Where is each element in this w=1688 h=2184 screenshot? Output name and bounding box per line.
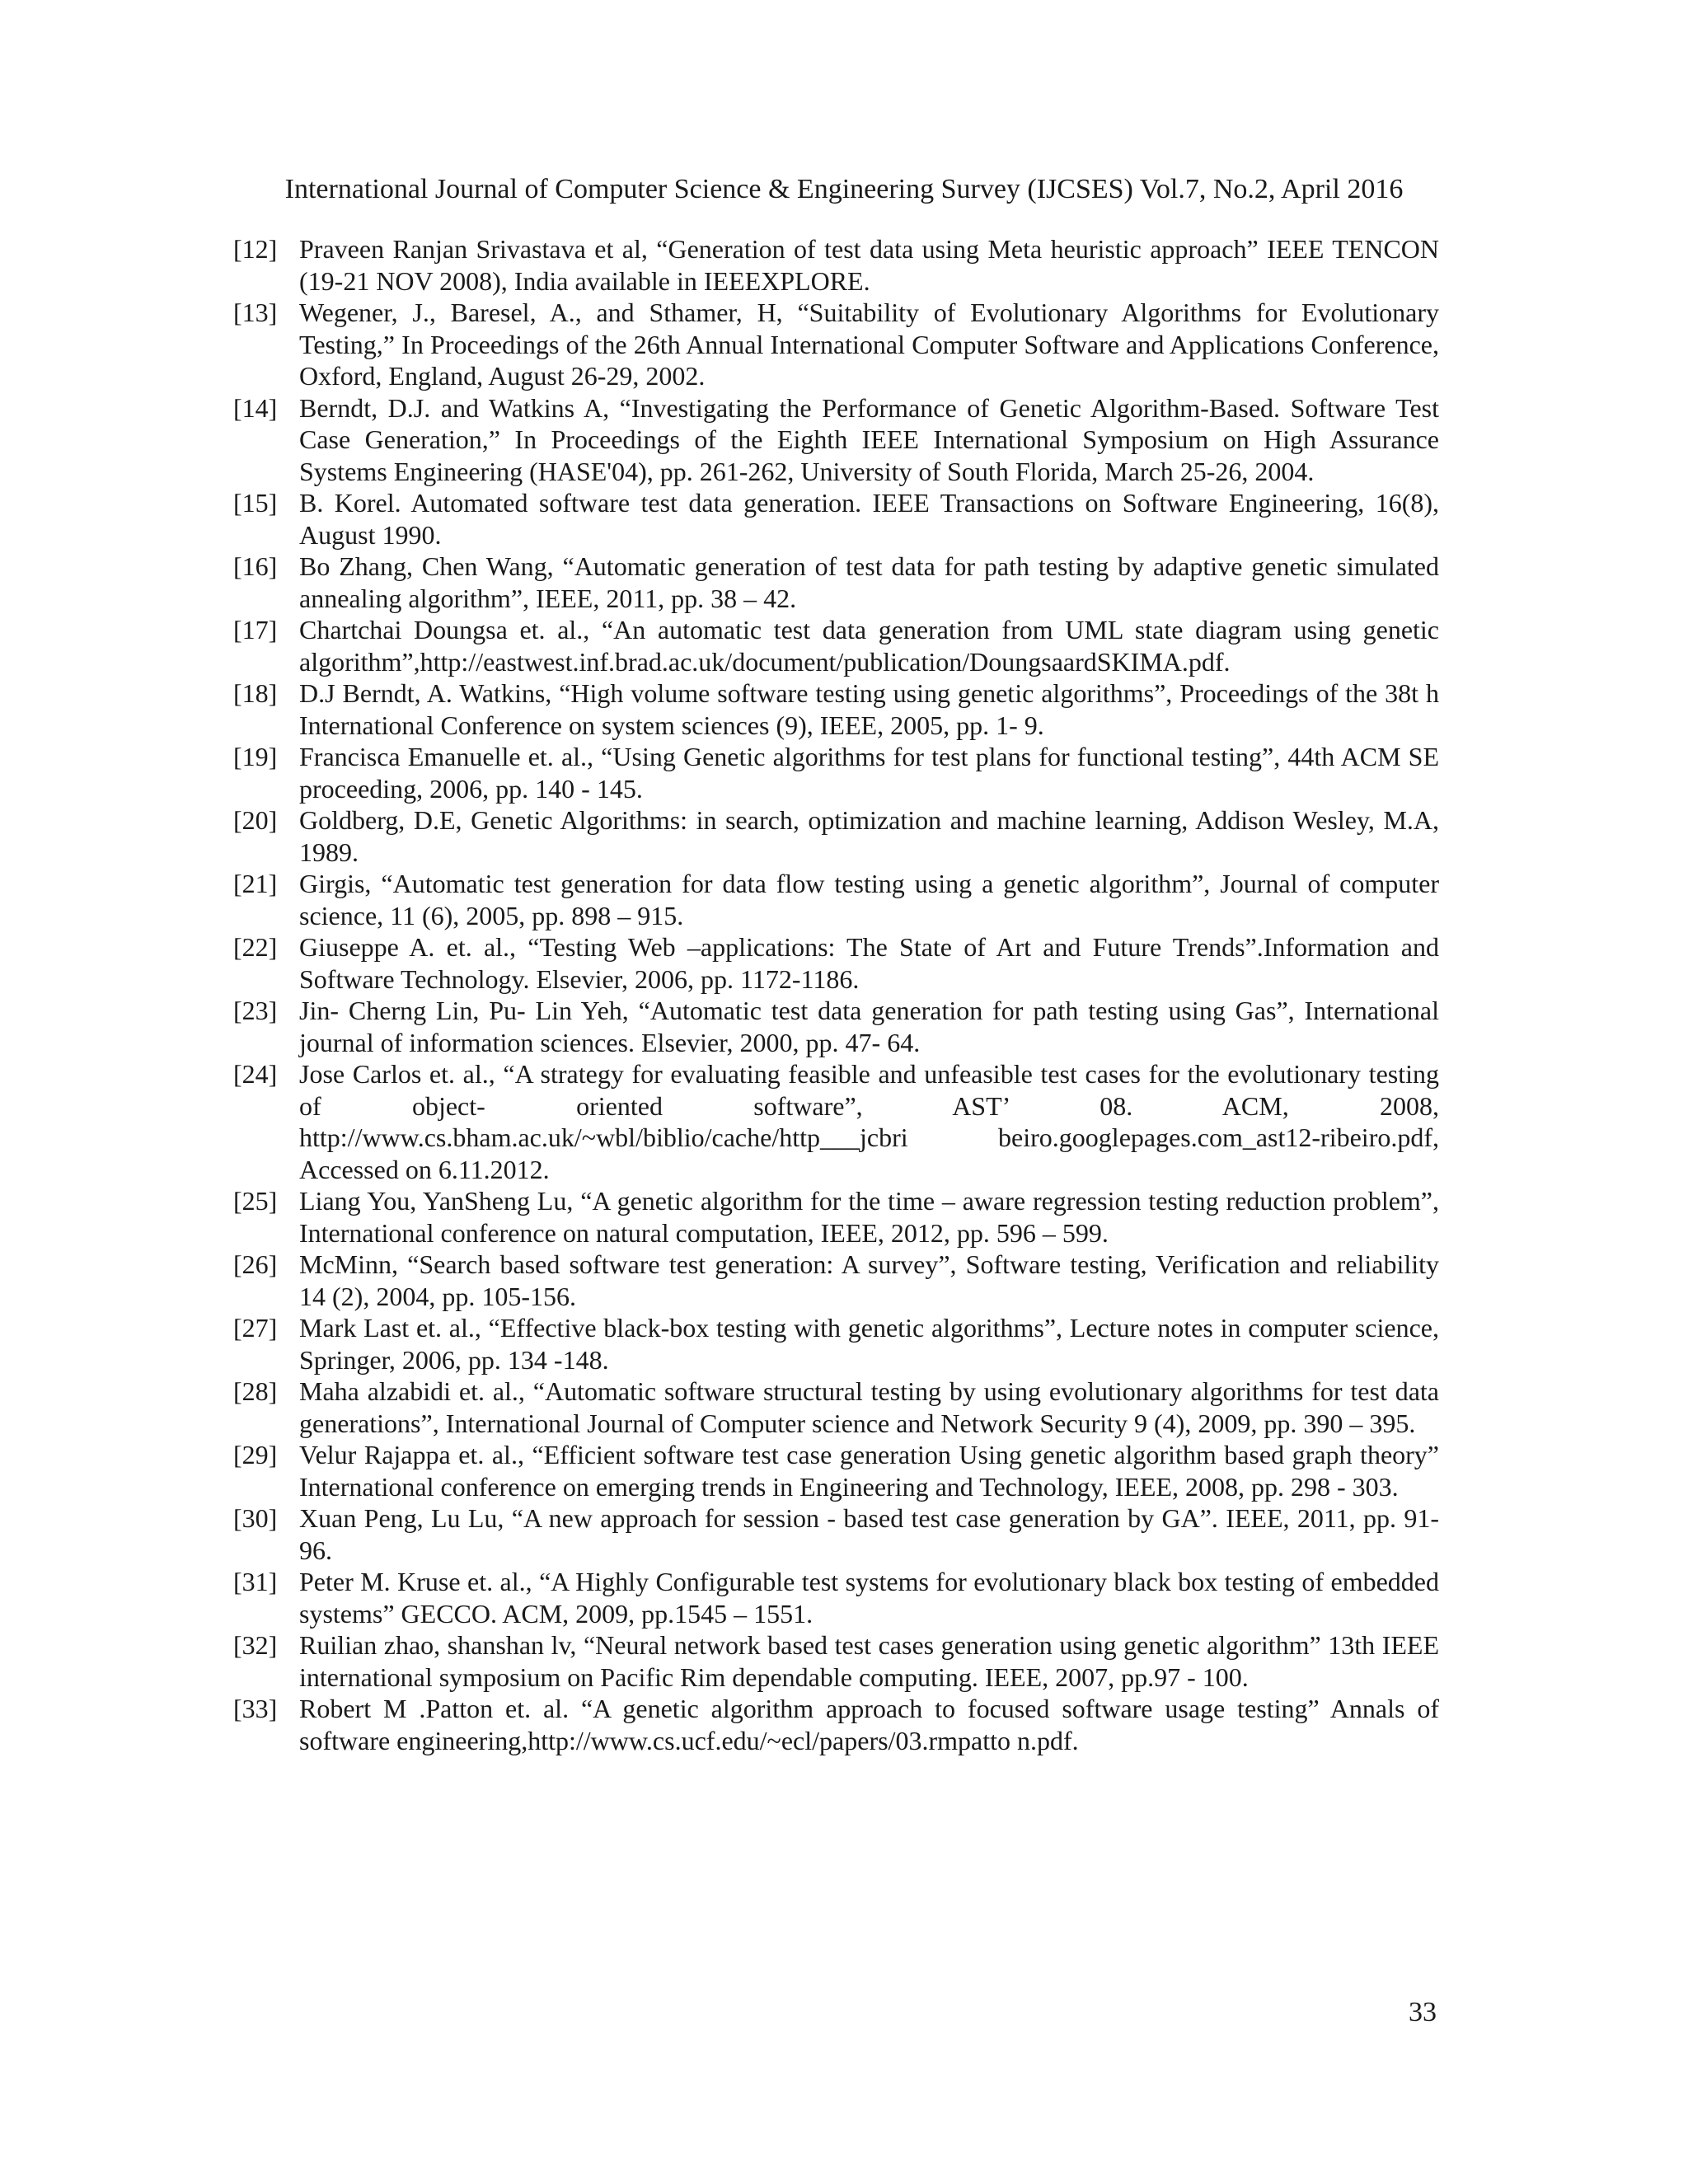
reference-item xyxy=(233,1566,1439,1629)
reference-text: Maha alzabidi et. al., “Automatic software structural testing by using evolutionary algorithms for test data generations”, International Journal of Computer science and Network Security 9 (4), 2009, pp. 390 – 395. xyxy=(299,1376,1439,1438)
reference-text: Chartchai Doungsa et. al., “An automatic test data generation from UML state diagram using genetic algorithm”,http://eastwest.inf.brad.ac.uk/document/publication/DoungsaardSKIMA.pdf. xyxy=(299,615,1439,677)
reference-text: Berndt, D.J. and Watkins A, “Investigating the Performance of Genetic Algorithm-Based. Software Test Case Generation,” In Proceedings of the Eighth IEEE International Symposium on High Assurance Systems Engineering (HASE'04), pp. 261-262, University of South Florida, March 25-26, 2004. xyxy=(299,392,1439,486)
reference-item xyxy=(233,931,1439,995)
reference-text: Goldberg, D.E, Genetic Algorithms: in search, optimization and machine learning, Addison Wesley, M.A, 1989. xyxy=(299,805,1439,867)
reference-text: Robert M .Patton et. al. “A genetic algorithm approach to focused software usage testing” Annals of software engineering,http://www.cs.ucf.edu/~ecl/papers/03.rmpatto n.pdf. xyxy=(299,1694,1439,1755)
reference-number: [23] xyxy=(233,996,278,1025)
reference-number: [30] xyxy=(233,1503,278,1533)
reference-item xyxy=(233,392,1439,488)
reference-number: [25] xyxy=(233,1186,278,1216)
reference-number: [33] xyxy=(233,1694,278,1723)
reference-item xyxy=(233,487,1439,551)
reference-number: [13] xyxy=(233,298,278,327)
reference-item xyxy=(233,1185,1439,1249)
reference-text: Wegener, J., Baresel, A., and Sthamer, H, “Suitability of Evolutionary Algorithms for Evolutionary Testing,” In Proceedings of the 26th Annual International Computer Software and Applications Conference, Oxford, England, August 26-29, 2002. xyxy=(299,298,1439,391)
reference-number: [24] xyxy=(233,1059,278,1089)
reference-text: Peter M. Kruse et. al., “A Highly Configurable test systems for evolutionary black box testing of embedded systems” GECCO. ACM, 2009, pp.1545 – 1551. xyxy=(299,1567,1439,1629)
reference-text: McMinn, “Search based software test generation: A survey”, Software testing, Verification and reliability 14 (2), 2004, pp. 105-156. xyxy=(299,1249,1439,1311)
reference-text: Velur Rajappa et. al., “Efficient software test case generation Using genetic algorithm based graph theory” International conference on emerging trends in Engineering and Technology, IEEE, 2008, pp. 298 - 303. xyxy=(299,1440,1439,1502)
reference-item xyxy=(233,233,1439,297)
reference-item xyxy=(233,741,1439,804)
reference-item xyxy=(233,1629,1439,1693)
reference-item xyxy=(233,551,1439,614)
running-header: International Journal of Computer Science & Engineering Survey (IJCSES) Vol.7, No.2, April 2016 xyxy=(284,174,1404,204)
reference-number: [15] xyxy=(233,488,278,518)
reference-number: [16] xyxy=(233,551,278,581)
reference-item xyxy=(233,1376,1439,1439)
reference-item xyxy=(233,677,1439,741)
reference-item xyxy=(233,868,1439,931)
reference-text: Ruilian zhao, shanshan lv, “Neural network based test cases generation using genetic algorithm” 13th IEEE international symposium on Pacific Rim dependable computing. IEEE, 2007, pp.97 - 100. xyxy=(299,1630,1439,1692)
reference-item xyxy=(233,804,1439,868)
reference-text: Xuan Peng, Lu Lu, “A new approach for session - based test case generation by GA”. IEEE, 2011, pp. 91- 96. xyxy=(299,1503,1439,1565)
reference-text: Liang You, YanSheng Lu, “A genetic algorithm for the time – aware regression testing reduction problem”, International conference on natural computation, IEEE, 2012, pp. 596 – 599. xyxy=(299,1186,1439,1248)
reference-text: B. Korel. Automated software test data generation. IEEE Transactions on Software Engineering, 16(8), August 1990. xyxy=(299,488,1439,550)
reference-text: Jose Carlos et. al., “A strategy for evaluating feasible and unfeasible test cases for the evolutionary testing of object- oriented software”, AST’ 08. ACM, 2008, http://www.cs.bham.ac.uk/~wbl/biblio/cache/http___jcbri beiro.googlepages.com_ast12-ribeiro.pdf, Accessed on 6.11.2012. xyxy=(299,1059,1439,1184)
reference-item xyxy=(233,1058,1439,1185)
reference-item xyxy=(233,995,1439,1058)
reference-number: [26] xyxy=(233,1249,278,1279)
reference-number: [27] xyxy=(233,1313,278,1343)
reference-text: Giuseppe A. et. al., “Testing Web –applications: The State of Art and Future Trends”.Information and Software Technology. Elsevier, 2006, pp. 1172-1186. xyxy=(299,932,1439,994)
reference-number: [17] xyxy=(233,615,278,644)
reference-number: [18] xyxy=(233,678,278,708)
reference-text: Bo Zhang, Chen Wang, “Automatic generation of test data for path testing by adaptive genetic simulated annealing algorithm”, IEEE, 2011, pp. 38 – 42. xyxy=(299,551,1439,613)
reference-number: [32] xyxy=(233,1630,278,1660)
reference-number: [21] xyxy=(233,869,278,898)
reference-text: Mark Last et. al., “Effective black-box testing with genetic algorithms”, Lecture notes in computer science, Springer, 2006, pp. 134 -148. xyxy=(299,1313,1439,1375)
reference-item xyxy=(233,614,1439,677)
reference-list xyxy=(233,233,1439,1756)
reference-number: [19] xyxy=(233,742,278,771)
reference-number: [29] xyxy=(233,1440,278,1469)
reference-number: [31] xyxy=(233,1567,278,1596)
reference-item xyxy=(233,297,1439,392)
reference-text: D.J Berndt, A. Watkins, “High volume software testing using genetic algorithms”, Proceedings of the 38t h International Conference on system sciences (9), IEEE, 2005, pp. 1- 9. xyxy=(299,678,1439,740)
page-number: 33 xyxy=(1409,1997,1437,2027)
reference-item xyxy=(233,1693,1439,1756)
reference-number: [20] xyxy=(233,805,278,835)
reference-number: [28] xyxy=(233,1376,278,1406)
reference-item xyxy=(233,1312,1439,1376)
reference-text: Praveen Ranjan Srivastava et al, “Generation of test data using Meta heuristic approach” IEEE TENCON (19-21 NOV 2008), India available in IEEEXPLORE. xyxy=(299,234,1439,296)
reference-number: [14] xyxy=(233,392,278,423)
reference-text: Jin- Cherng Lin, Pu- Lin Yeh, “Automatic test data generation for path testing using Gas”, International journal of information sciences. Elsevier, 2000, pp. 47- 64. xyxy=(299,996,1439,1057)
reference-text: Girgis, “Automatic test generation for data flow testing using a genetic algorithm”, Journal of computer science, 11 (6), 2005, pp. 898 – 915. xyxy=(299,869,1439,930)
reference-number: [12] xyxy=(233,234,278,264)
reference-number: [22] xyxy=(233,932,278,962)
reference-item xyxy=(233,1439,1439,1502)
reference-text: Francisca Emanuelle et. al., “Using Genetic algorithms for test plans for functional testing”, 44th ACM SE proceeding, 2006, pp. 140 - 145. xyxy=(299,742,1439,804)
reference-item xyxy=(233,1249,1439,1312)
reference-item xyxy=(233,1502,1439,1566)
